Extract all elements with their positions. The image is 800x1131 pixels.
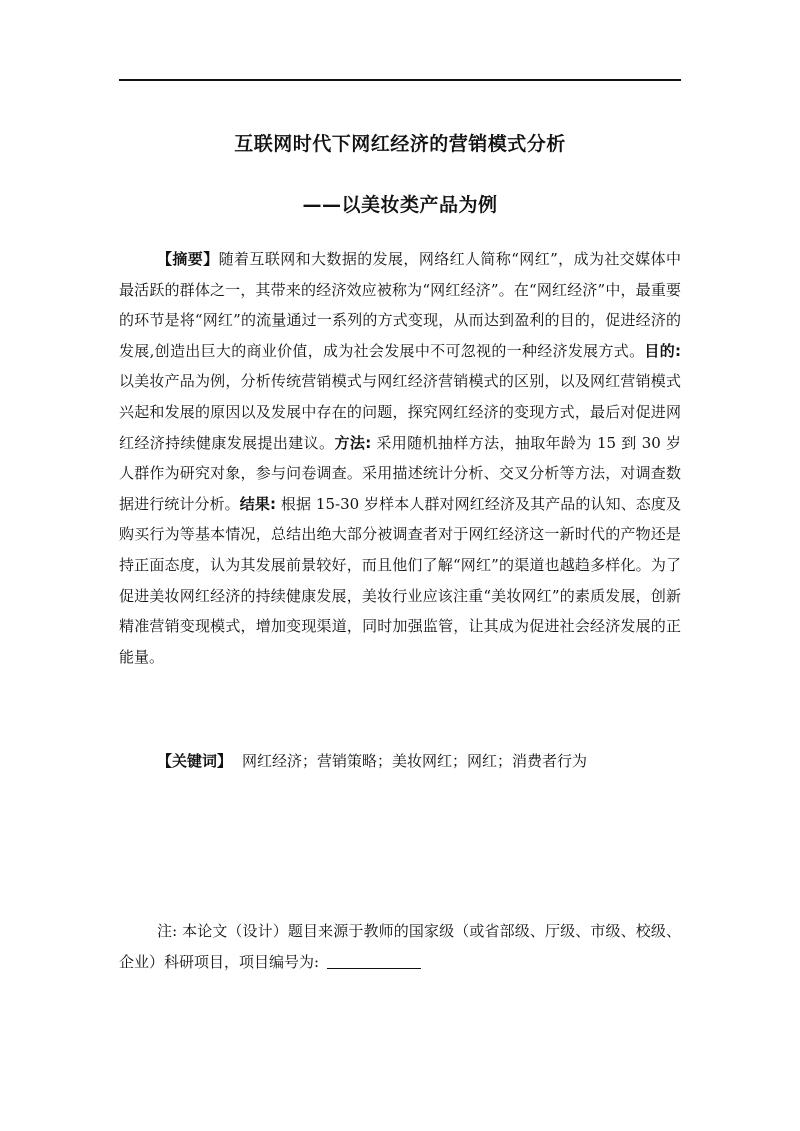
objective-text: 以美妆产品为例，分析传统营销模式与网红经济营销模式的区别，以及网红营销模式兴起和发展的原因以及发展中存在的问题，探究网红经济的变现方式，最后对促进网红经济持续健康发展提出建议。 (119, 372, 681, 452)
header-rule (119, 79, 681, 81)
keywords-label: 【关键词】 (157, 752, 233, 770)
abstract-intro: 随着互联网和大数据的发展，网络红人简称“网红”，成为社交媒体中最活跃的群体之一，其带来的经济效应被称为“网红经济”。在“网红经济”中，最重要的环节是将“网红”的流量通过一系列的方式变现，从而达到盈利的目的，促进经济的发展,创造出巨大的商业价值，成为社会发展中不可忽视的一种经济发展方式。 (119, 250, 681, 360)
method-text: 采用随机抽样方法，抽取年龄为 15 到 30 岁人群作为研究对象，参与问卷调查。采用描述统计分析、交叉分析等方法，对调查数据进行统计分析。 (119, 433, 681, 513)
paper-subtitle: ——以美妆类产品为例 (302, 194, 498, 216)
project-source-note (119, 916, 681, 978)
abstract-paragraph (119, 244, 681, 672)
keywords-line (157, 750, 681, 772)
result-label: 结果: (239, 494, 276, 513)
abstract-label: 【摘要】 (157, 250, 219, 268)
objective-label: 目的: (644, 341, 681, 360)
keywords-text: 网红经济；营销策略；美妆网红；网红；消费者行为 (242, 752, 588, 770)
paper-title: 互联网时代下网红经济的营销模式分析 (234, 133, 566, 155)
result-text: 根据 15-30 岁样本人群对网红经济及其产品的认知、态度及购买行为等基本情况，总结出绝大部分被调查者对于网红经济这一新时代的产物还是持正面态度，认为其发展前景较好，而且他们了解“网红”的渠道也越趋多样化。为了促进美妆网红经济的持续健康发展，美妆行业应该注重“美妆网红”的素质发展，创新精准营销变现模式，增加变现渠道，同时加强监管，让其成为促进社会经济发展的正能量。 (119, 494, 681, 666)
method-label: 方法: (334, 433, 372, 452)
project-number-blank (327, 952, 421, 969)
note-text: 注: 本论文（设计）题目来源于教师的国家级（或省部级、厅级、市级、校级、企业）科研项目，项目编号为: (119, 922, 681, 971)
